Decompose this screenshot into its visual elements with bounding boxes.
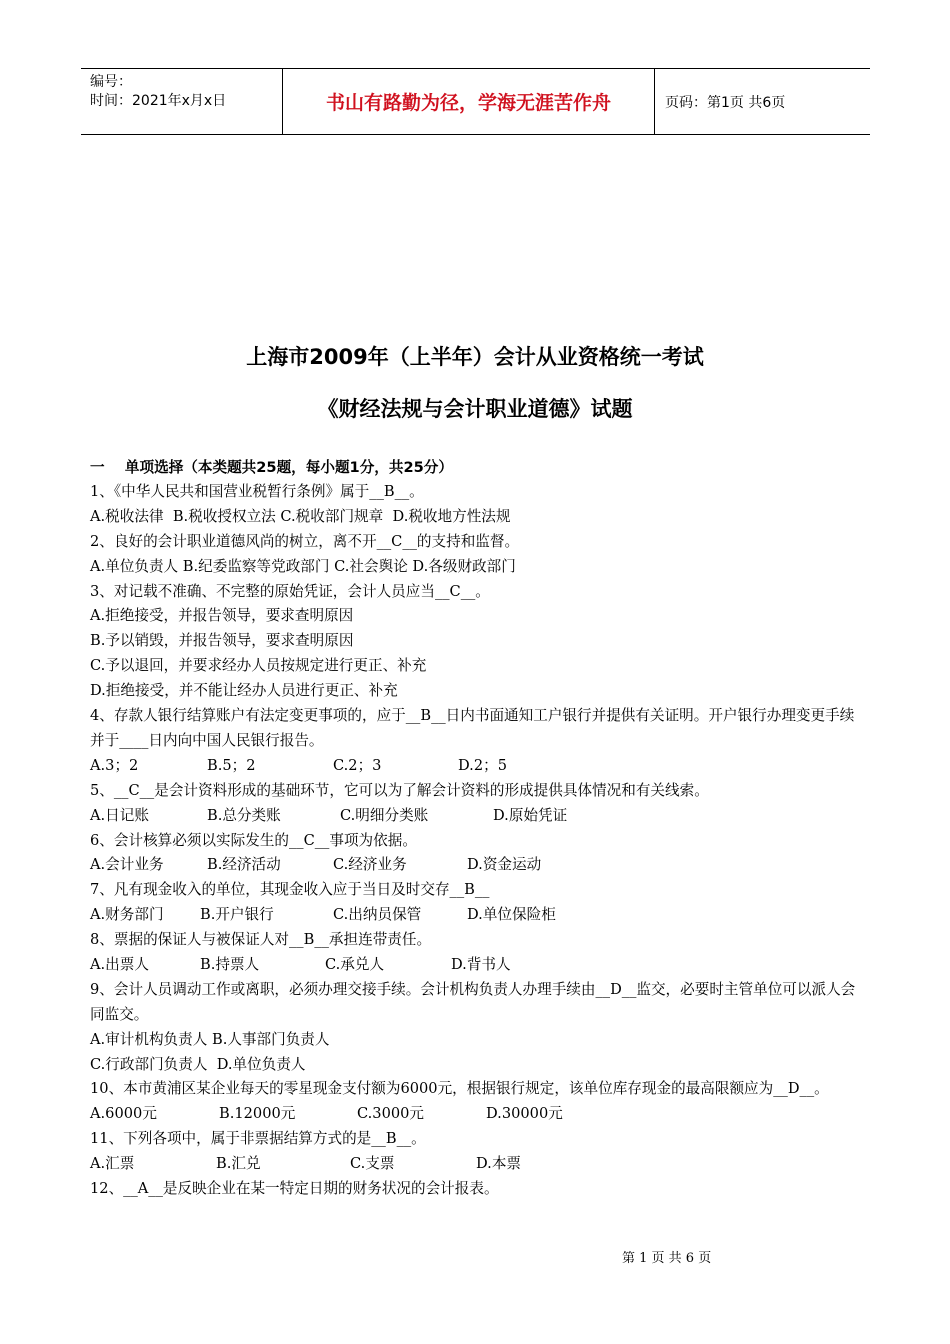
document-title: 上海市2009年（上半年）会计从业资格统一考试 (246, 345, 704, 369)
option-a: A.财务部门 (90, 906, 164, 924)
section-heading: 一 单项选择（本类题共25题，每小题1分，共25分） (90, 459, 453, 476)
option-b: B.开户银行 (200, 906, 274, 924)
question-options: A.单位负责人 B.纪委监察等党政部门 C.社会舆论 D.各级财政部门 (90, 557, 516, 575)
question-stem: 6、会计核算必须以实际发生的__C__事项为依据。 (90, 831, 417, 849)
question-stem: 11、下列各项中，属于非票据结算方式的是__B__。 (90, 1130, 426, 1148)
question-stem: 7、凡有现金收入的单位，其现金收入应于当日及时交存__B__ (90, 881, 490, 899)
option-a: A.日记账 (90, 806, 149, 824)
question-stem: 9、会计人员调动工作或离职，必须办理交接手续。会计机构负责人办理手续由__D__监交，必要时主管单位可以派人会同监交。 (90, 980, 856, 1023)
question-option: D.拒绝接受，并不能让经办人员进行更正、补充 (90, 682, 398, 700)
time-label: 时间：2021年x月x日 (90, 93, 227, 109)
header-meta-cell (81, 69, 283, 134)
option-c: C.2；3 (333, 756, 382, 774)
question-option: B.予以销毁，并报告领导，要求查明原因 (90, 632, 354, 650)
option-a: A.6000元 (90, 1105, 157, 1123)
question-option: A.拒绝接受，并报告领导，要求查明原因 (90, 607, 354, 625)
question-options: A.审计机构负责人 B.人事部门负责人 (90, 1030, 330, 1048)
option-d: D.背书人 (451, 955, 511, 973)
option-d: D.原始凭证 (493, 806, 568, 824)
option-d: D.30000元 (486, 1105, 563, 1123)
option-d: D.2；5 (458, 756, 507, 774)
option-b: B.经济活动 (207, 856, 281, 874)
question-stem: 5、__C__是会计资料形成的基础环节，它可以为了解会计资料的形成提供具体情况和有关线索。 (90, 781, 709, 799)
question-options: C.行政部门负责人 D.单位负责人 (90, 1055, 306, 1073)
option-a: A.出票人 (90, 955, 149, 973)
option-b: B.持票人 (200, 955, 260, 973)
option-b: B.5；2 (207, 756, 256, 774)
question-options (90, 1102, 865, 1127)
question-options (90, 1152, 865, 1177)
option-a: A.会计业务 (90, 856, 164, 874)
question-options (90, 754, 865, 779)
option-a: A.汇票 (90, 1155, 135, 1173)
option-c: C.出纳员保管 (333, 906, 422, 924)
question-stem: 10、本市黄浦区某企业每天的零星现金支付额为6000元，根据银行规定，该单位库存现金的最高限额应为__D__。 (90, 1080, 829, 1098)
option-c: C.承兑人 (325, 955, 385, 973)
question-options (90, 853, 865, 878)
question-stem: 3、对记载不准确、不完整的原始凭证，会计人员应当__C__。 (90, 582, 490, 600)
option-a: A.3；2 (90, 756, 139, 774)
option-c: C.3000元 (357, 1105, 425, 1123)
question-options (90, 804, 865, 829)
document-subtitle: 《财经法规与会计职业道德》试题 (317, 397, 633, 421)
question-stem: 8、票据的保证人与被保证人对__B__承担连带责任。 (90, 931, 432, 949)
option-c: C.经济业务 (333, 856, 407, 874)
option-d: D.单位保险柜 (467, 906, 556, 924)
exam-content (90, 456, 865, 1202)
serial-label: 编号： (90, 74, 132, 90)
option-b: B.总分类账 (207, 806, 281, 824)
question-stem: 4、存款人银行结算账户有法定变更事项的，应于__B__日内书面通知工户银行并提供有关证明。开户银行办理变更手续并于____日内向中国人民银行报告。 (90, 707, 855, 749)
option-c: C.支票 (350, 1155, 395, 1173)
question-stem: 1、《中华人民共和国营业税暂行条例》属于__B__。 (90, 483, 424, 500)
option-d: D.本票 (476, 1155, 522, 1173)
question-option: C.予以退回，并要求经办人员按规定进行更正、补充 (90, 657, 427, 675)
option-b: B.12000元 (219, 1105, 296, 1123)
question-options (90, 953, 865, 978)
option-c: C.明细分类账 (340, 806, 429, 824)
option-d: D.资金运动 (467, 856, 542, 874)
page-footer: 第 1 页 共 6 页 (622, 1251, 712, 1266)
page-header-table (81, 68, 870, 135)
question-options (90, 903, 865, 928)
header-motto: 书山有路勤为径，学海无涯苦作舟 (283, 69, 655, 134)
question-options: A.税收法律 B.税收授权立法 C.税收部门规章 D.税收地方性法规 (90, 507, 511, 525)
header-page-info: 页码：第1页 共6页 (665, 94, 786, 111)
question-stem: 12、__A__是反映企业在某一特定日期的财务状况的会计报表。 (90, 1180, 499, 1198)
option-b: B.汇兑 (216, 1155, 261, 1173)
question-stem: 2、良好的会计职业道德风尚的树立，离不开__C__的支持和监督。 (90, 532, 520, 550)
